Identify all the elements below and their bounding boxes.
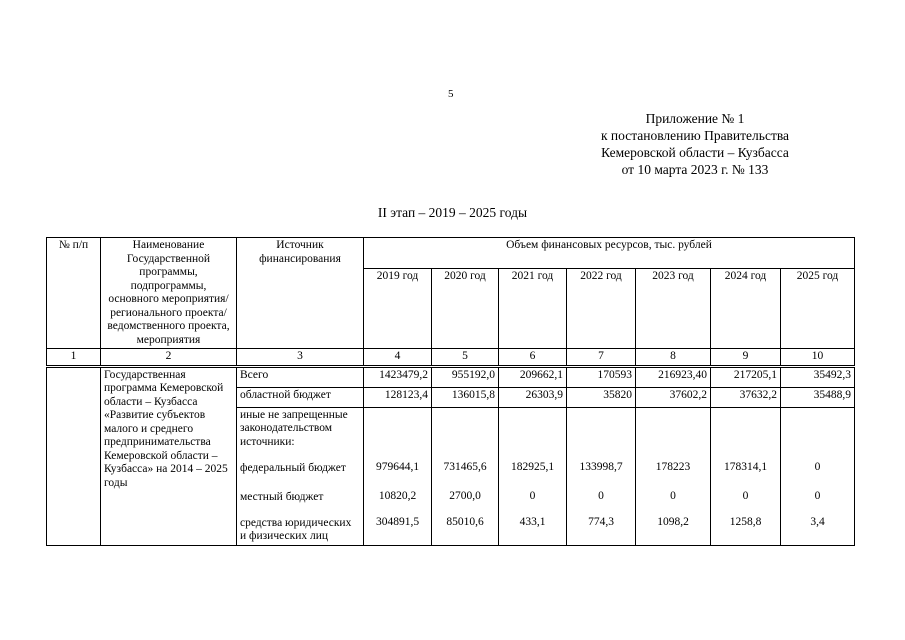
financing-table [46, 237, 855, 546]
value-cell: 304891,5 [375, 515, 420, 528]
header-volume: Объем финансовых ресурсов, тыс. рублей [364, 238, 855, 269]
value-cell: 731465,6 [443, 460, 487, 473]
header-name: Наименование Государственной программы, подпрограммы, основного мероприятия/ регионального проекта/ ведомственного проекта, мероприятия [101, 238, 237, 349]
value-cell: 216923,40 [636, 366, 711, 387]
value-cell: 182925,1 [510, 460, 555, 473]
source-cell: областной бюджет [237, 387, 364, 407]
value-cell: 37602,2 [636, 387, 711, 407]
header-year: 2025 год [781, 269, 855, 349]
source-cell: Всего [237, 366, 364, 387]
header-year: 2023 год [636, 269, 711, 349]
header-year: 2024 год [711, 269, 781, 349]
header-year: 2021 год [499, 269, 567, 349]
column-number: 5 [432, 349, 499, 367]
value-cell: 26303,9 [499, 387, 567, 407]
value-cell: 178223 [655, 460, 691, 473]
value-cell: 3,4 [810, 515, 825, 528]
value-cell: 955192,0 [432, 366, 499, 387]
row-number-cell [47, 366, 101, 545]
value-cell: 178314,1 [723, 460, 768, 473]
value-cell: 0 [670, 489, 676, 502]
column-numbers-row [47, 349, 855, 367]
value-cell: 136015,8 [432, 387, 499, 407]
value-stack [711, 407, 781, 545]
program-name: Государственная программа Кемеровской области – Кузбасса «Развитие субъектов малого и среднего предпринимательства Кемеровской области – Кузбасса» на 2014 – 2025 годы [101, 366, 237, 545]
value-stack [499, 407, 567, 545]
value-stack [567, 407, 636, 545]
value-cell: 35488,9 [781, 387, 855, 407]
appendix-line-2: к постановлению Правительства [600, 128, 790, 143]
column-number: 1 [47, 349, 101, 367]
value-stack [636, 407, 711, 545]
column-number: 4 [364, 349, 432, 367]
column-number: 9 [711, 349, 781, 367]
value-cell: 1098,2 [657, 515, 689, 528]
value-cell: 0 [814, 460, 821, 473]
value-cell: 35820 [567, 387, 636, 407]
table-row [47, 366, 855, 387]
column-number: 2 [101, 349, 237, 367]
stage-title: II этап – 2019 – 2025 годы [377, 205, 528, 220]
source-label: иные не запрещенные законодательством источники: [240, 408, 348, 448]
header-year: 2022 год [567, 269, 636, 349]
value-cell: 1423479,2 [364, 366, 432, 387]
value-cell: 35492,3 [781, 366, 855, 387]
header-num: № п/п [47, 238, 101, 349]
value-cell: 10820,2 [378, 489, 417, 502]
value-cell: 433,1 [519, 515, 546, 528]
value-stack [364, 407, 432, 545]
header-year: 2020 год [432, 269, 499, 349]
value-cell: 209662,1 [499, 366, 567, 387]
value-cell: 0 [814, 489, 821, 502]
column-number: 3 [237, 349, 364, 367]
source-cell-group [237, 407, 364, 545]
source-label: федеральный бюджет [240, 461, 346, 474]
value-cell: 774,3 [588, 515, 614, 528]
header-row-1 [47, 238, 855, 269]
column-number: 7 [567, 349, 636, 367]
value-cell: 128123,4 [364, 387, 432, 407]
appendix-line-1: Приложение № 1 [645, 111, 745, 126]
value-cell: 170593 [567, 366, 636, 387]
value-cell: 0 [742, 489, 749, 502]
value-cell: 2700,0 [449, 489, 481, 502]
column-number: 10 [781, 349, 855, 367]
column-number: 6 [499, 349, 567, 367]
value-cell: 1258,8 [729, 515, 762, 528]
value-cell: 0 [529, 489, 536, 502]
appendix-line-3: Кемеровской области – Кузбасса [601, 145, 789, 160]
appendix-line-4: от 10 марта 2023 г. № 133 [621, 162, 769, 177]
appendix-header [560, 110, 830, 178]
source-label: средства юридических и физических лиц [240, 516, 352, 542]
value-cell: 133998,7 [579, 460, 623, 473]
value-cell: 217205,1 [711, 366, 781, 387]
value-cell: 0 [598, 489, 604, 502]
value-stack [781, 407, 855, 545]
value-cell: 37632,2 [711, 387, 781, 407]
value-cell: 85010,6 [446, 515, 484, 528]
value-stack [432, 407, 499, 545]
header-source: Источник финансирования [237, 238, 364, 349]
column-number: 8 [636, 349, 711, 367]
page-number: 5 [448, 88, 454, 100]
source-label: местный бюджет [240, 490, 324, 503]
header-year: 2019 год [364, 269, 432, 349]
value-cell: 979644,1 [375, 460, 420, 473]
